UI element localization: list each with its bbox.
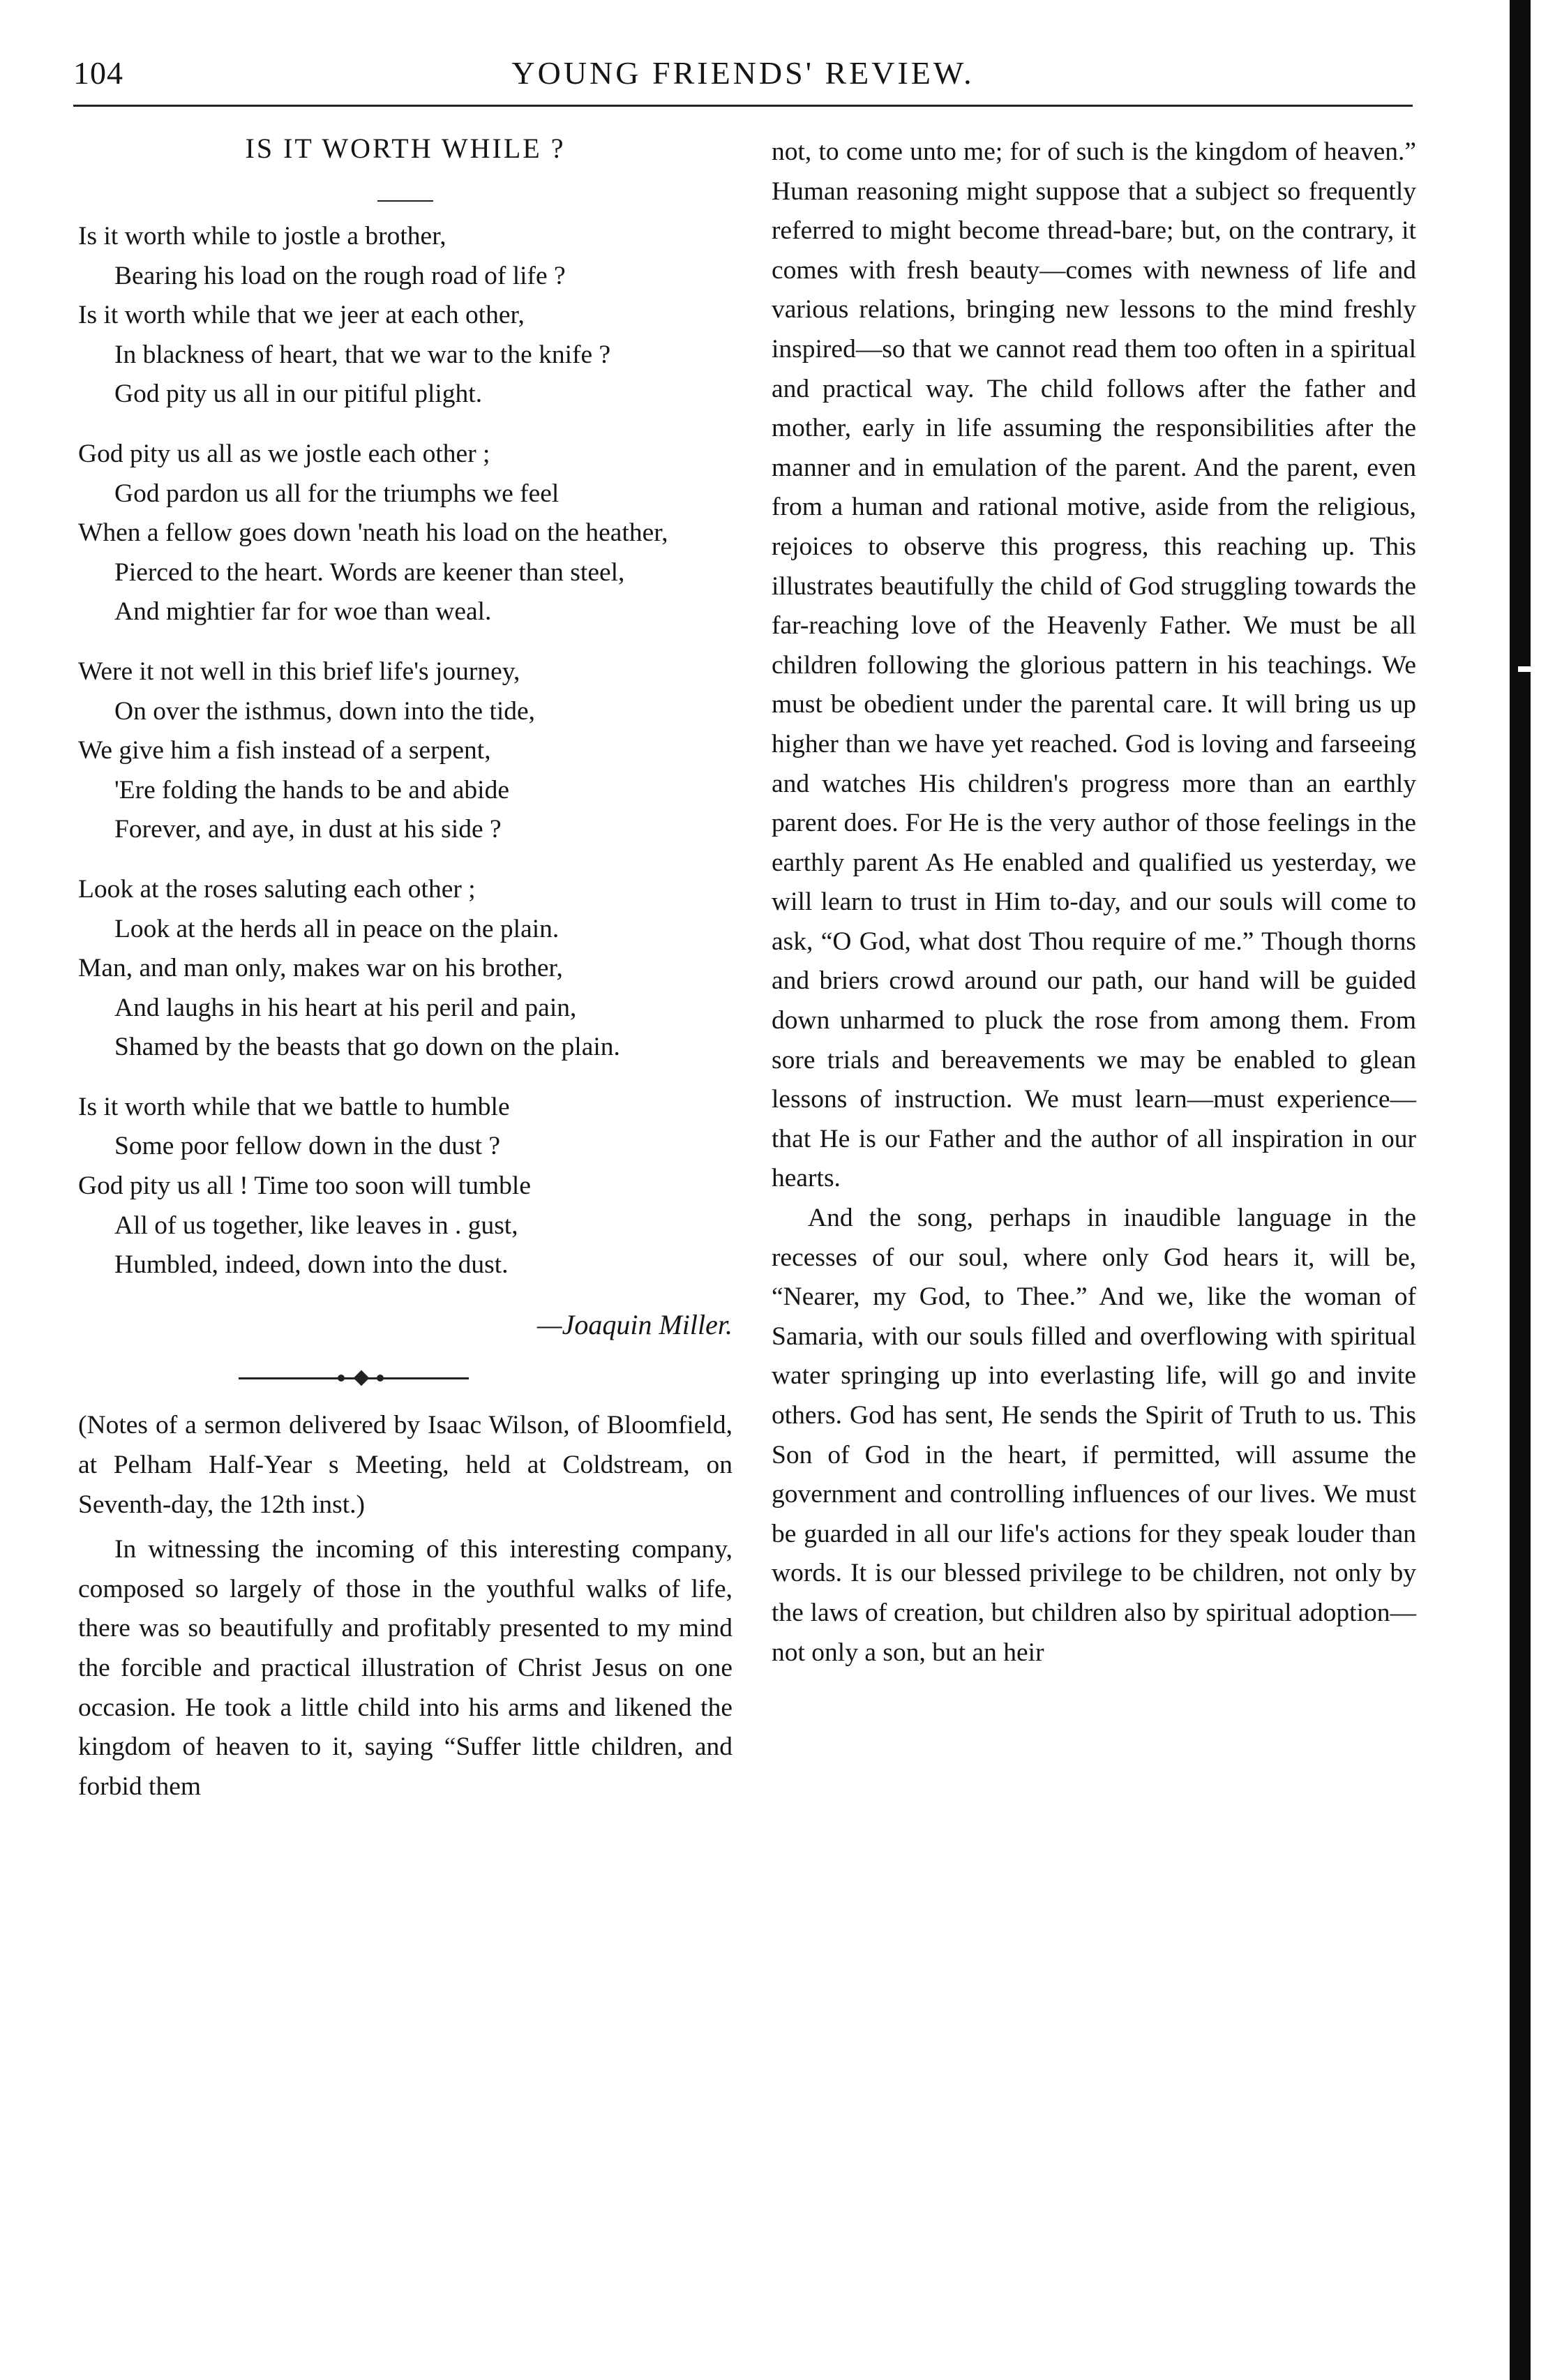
- poem-line: God pity us all as we jostle each other ;: [78, 439, 490, 468]
- poem-line: Is it worth while to jostle a brother,: [78, 222, 446, 250]
- poem-line: We give him a fish instead of a serpent,: [78, 736, 491, 765]
- ornament-dot: [338, 1375, 345, 1382]
- poem-stanza: [78, 217, 733, 414]
- left-column: [78, 129, 733, 1806]
- binding-edge-mark: [1518, 666, 1546, 672]
- ornament-dot: [377, 1375, 384, 1382]
- poem-stanza: [78, 1088, 733, 1285]
- poem-line: God pardon us all for the triumphs we feel: [114, 479, 559, 508]
- poem-line: Shamed by the beasts that go down on the plain.: [114, 1033, 620, 1062]
- sermon-paragraph-2: And the song, perhaps in inaudible language in the recesses of our soul, where only God hears it, will be, “Nearer, my God, to Thee.” And we, like the woman of Samaria, with our souls filled and overflowing with spiritual water springing up into everlasting life, will go and invite others. God has sent, He sends the Spirit of Truth to us. This Son of God in the heart, if permitted, will assume the government and controlling influences of our lives. We must be guarded in all our life's actions for they speak louder than words. It is our blessed privilege to be children, not only by the laws of creation, but children also by spiritual adoption—not only a son, but an heir: [772, 1204, 1416, 1667]
- poem-line: Some poor fellow down in the dust ?: [114, 1132, 501, 1161]
- poem-stanza: [78, 435, 733, 632]
- poem-line: Look at the roses saluting each other ;: [78, 874, 476, 904]
- poem-line: Pierced to the heart. Words are keener than steel,: [114, 557, 625, 587]
- poem-line: Forever, and aye, in dust at his side ?: [114, 815, 502, 844]
- poem-line: Humbled, indeed, down into the dust.: [114, 1250, 509, 1280]
- title-rule: [377, 200, 433, 202]
- poem-line: Were it not well in this brief life's journey,: [78, 657, 520, 686]
- poem-line: Is it worth while that we battle to humble: [78, 1092, 510, 1121]
- poem-line: Look at the herds all in peace on the plain.: [114, 914, 559, 943]
- poem-line: Bearing his load on the rough road of life ?: [114, 261, 566, 290]
- poem-stanza: [78, 652, 733, 850]
- page-header: [73, 54, 1413, 103]
- poem-signature: —Joaquin Miller.: [537, 1308, 733, 1340]
- sermon-paragraph-1-start: In witnessing the incoming of this interesting company, composed so largely of those in the youthful walks of life, there was so beautifully and profitably presented to my mind the forcible and practical illustration of Christ Jesus on one occasion. He took a little child into his arms and likened the kingdom of heaven to it, saying “Suffer little children, and forbid them: [78, 1535, 733, 1801]
- ornament-diamond: [354, 1370, 370, 1386]
- page-number: 104: [73, 55, 123, 91]
- poem-line: When a fellow goes down 'neath his load on the heather,: [78, 518, 668, 548]
- poem-line: All of us together, like leaves in . gust,: [114, 1211, 518, 1240]
- section-ornament: [78, 1360, 733, 1391]
- poem-stanza: [78, 870, 733, 1068]
- poem-line: And mightier far for woe than weal.: [114, 597, 492, 627]
- poem-line: God pity us all ! Time too soon will tumble: [78, 1172, 531, 1201]
- sermon-note: (Notes of a sermon delivered by Isaac Wilson, of Bloomfield, at Pelham Half-Year s Meeting, held at Coldstream, on Seventh-day, the 12th inst.): [78, 1411, 733, 1519]
- poem-line: Is it worth while that we jeer at each other,: [78, 301, 525, 330]
- running-title: YOUNG FRIENDS' REVIEW.: [511, 55, 975, 91]
- poem-line: In blackness of heart, that we war to the knife ?: [114, 340, 611, 369]
- right-column: [772, 133, 1416, 1672]
- header-rule: [73, 105, 1413, 107]
- poem-line: Man, and man only, makes war on his brother,: [78, 954, 563, 983]
- poem-line: 'Ere folding the hands to be and abide: [114, 775, 509, 804]
- poem-title: IS IT WORTH WHILE ?: [245, 133, 566, 164]
- poem-line: On over the isthmus, down into the tide,: [114, 696, 536, 726]
- poem-body: [78, 217, 733, 1285]
- binding-edge: [1510, 0, 1531, 2380]
- poem-line: And laughs in his heart at his peril and pain,: [114, 993, 577, 1022]
- sermon-paragraph-1-continued: not, to come unto me; for of such is the kingdom of heaven.” Human reasoning might suppose that a subject so frequently referred to might become thread-bare; but, on the contrary, it comes with fresh beauty—comes with newness of life and various relations, bringing new lessons to the mind freshly inspired—so that we cannot read them too often in a spiritual and practical way. The child follows after the father and mother, early in life assuming the responsibilities after the manner and in emulation of the parent. And the parent, even from a human and rational motive, aside from the religious, rejoices to observe this progress, this reaching up. This illustrates beautifully the child of God struggling towards the far-reaching love of the Heavenly Father. We must be all children following the glorious pattern in his teachings. We must be obedient under the parental care. It will bring us up higher than we have yet reached. God is loving and farseeing and watches His children's progress more than an earthly parent does. For He is the very author of those feelings in the earthly parent As He enabled and qualified us yesterday, we will learn to trust in Him to-day, and our souls will come to ask, “O God, what dost Thou require of me.” Though thorns and briers crowd around our path, our hand will be guided down unharmed to pluck the rose from among them. From sore trials and bereavements we may be enabled to glean lessons of instruction. We must learn—must experience—that He is our Father and the author of all inspiration in our hearts.: [772, 137, 1416, 1193]
- poem-line: God pity us all in our pitiful plight.: [114, 380, 483, 409]
